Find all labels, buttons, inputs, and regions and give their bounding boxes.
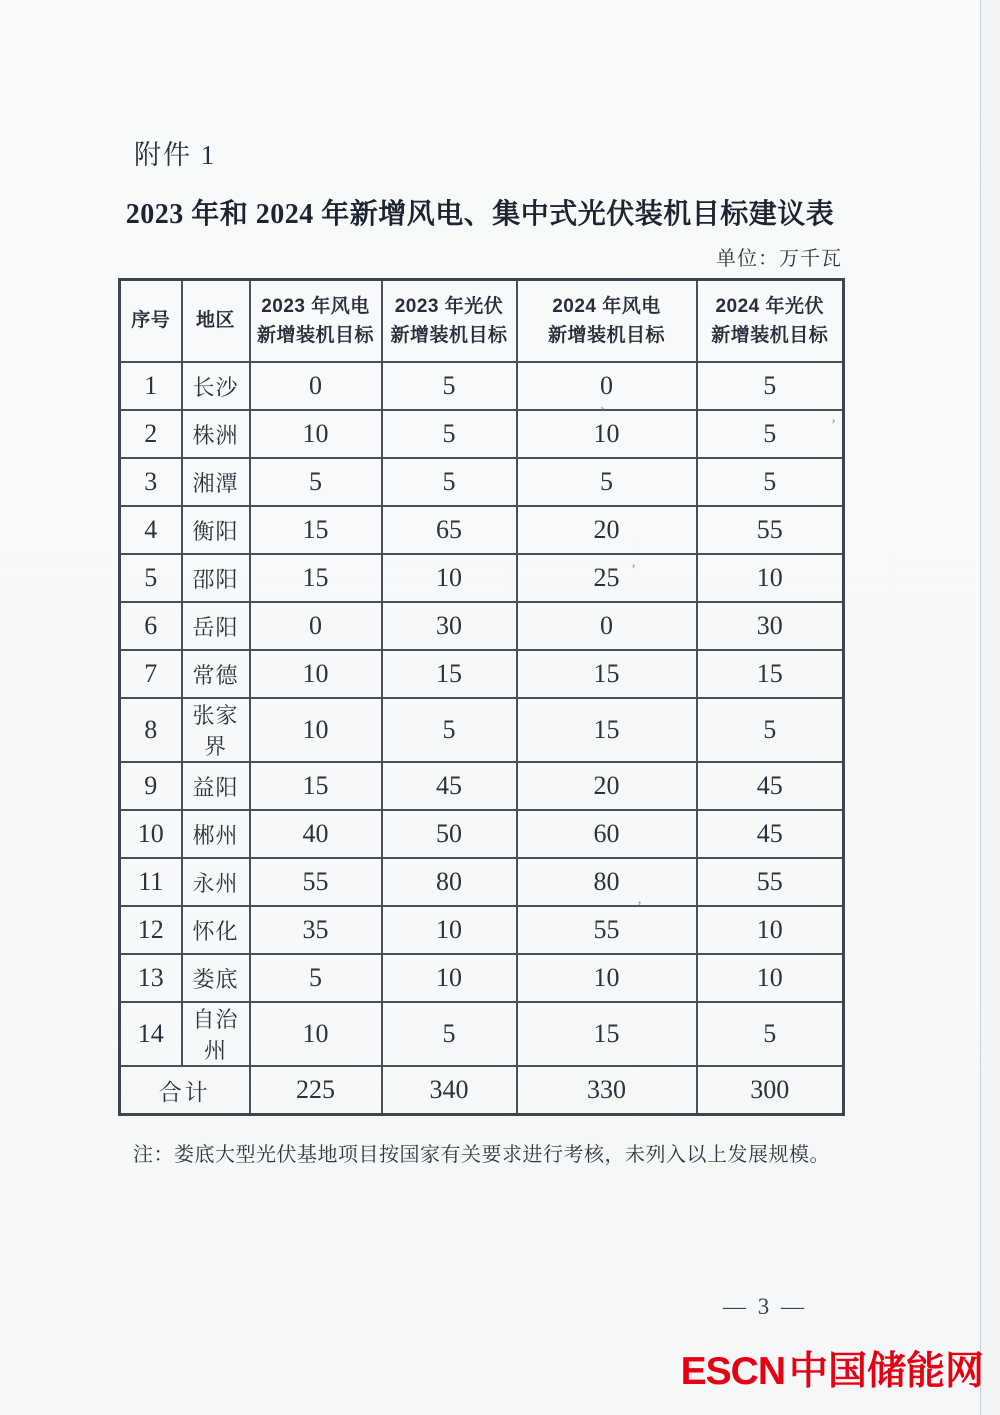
serial-cell: 3 [120,458,182,506]
value-cell: 20 [517,762,697,810]
total-2023-wind: 225 [250,1066,382,1115]
table-row [120,954,844,1002]
value-cell: 10 [250,650,382,698]
total-row [120,1066,844,1115]
value-cell: 10 [382,554,517,602]
value-cell: 15 [250,762,382,810]
region-cell: 长沙 [182,362,250,410]
footnote: 注：娄底大型光伏基地项目按国家有关要求进行考核，未列入以上发展规模。 [133,1144,830,1166]
value-cell: 30 [697,602,844,650]
table-row [120,410,844,458]
escn-watermark-chinese: 中国储能网 [788,1350,984,1393]
serial-cell: 4 [120,506,182,554]
region-cell: 娄底 [182,954,250,1002]
table-row [120,762,844,810]
serial-cell: 11 [120,858,182,906]
region-cell: 邵阳 [182,554,250,602]
table-row [120,906,844,954]
value-cell: 5 [382,1002,517,1066]
value-cell: 5 [382,410,517,458]
serial-cell: 6 [120,602,182,650]
value-cell: 55 [697,506,844,554]
value-cell: 5 [697,410,844,458]
value-cell: 15 [517,1002,697,1066]
value-cell: 45 [697,762,844,810]
value-cell: 45 [697,810,844,858]
header-line2: 新增装机目标 [547,325,665,346]
value-cell: 10 [250,410,382,458]
header-line2: 新增装机目标 [256,325,374,346]
attachment-label: 附件 1 [134,140,217,170]
scan-page-edge [980,0,1000,1415]
region-cell: 益阳 [182,762,250,810]
page-number: — 3 — [723,1294,807,1319]
value-cell: 50 [382,810,517,858]
serial-cell: 7 [120,650,182,698]
value-cell: 5 [517,458,697,506]
table-row [120,458,844,506]
value-cell: 80 [517,858,697,906]
header-line2: 新增装机目标 [390,325,508,346]
value-cell: 55 [517,906,697,954]
scan-artifact: 、 [600,397,616,413]
table-row [120,506,844,554]
region-cell: 衡阳 [182,506,250,554]
table-row [120,698,844,762]
header-serial: 序号 [120,280,182,363]
header-2023-solar [382,280,517,363]
value-cell: 5 [382,362,517,410]
total-2024-solar: 300 [697,1066,844,1115]
escn-watermark-latin: ESCN [680,1350,785,1393]
table-footer [120,1066,844,1115]
region-cell: 株洲 [182,410,250,458]
header-2024-wind [517,280,697,363]
region-cell: 郴州 [182,810,250,858]
value-cell: 80 [382,858,517,906]
scan-artifact: ’ [831,417,836,433]
value-cell: 0 [250,602,382,650]
total-2024-wind: 330 [517,1066,697,1115]
region-cell: 张家界 [182,698,250,762]
header-line1: 2023 年风电 [261,295,370,317]
value-cell: 10 [250,698,382,762]
targets-table [118,278,845,1116]
table-body [120,362,844,1066]
value-cell: 25 [517,554,697,602]
value-cell: 0 [517,362,697,410]
header-region: 地区 [182,280,250,363]
value-cell: 5 [697,1002,844,1066]
header-line2: 新增装机目标 [711,325,829,346]
table-row [120,810,844,858]
escn-watermark [681,1352,984,1391]
serial-cell: 2 [120,410,182,458]
value-cell: 15 [697,650,844,698]
serial-cell: 8 [120,698,182,762]
header-line1: 2024 年光伏 [715,295,825,317]
value-cell: 15 [382,650,517,698]
value-cell: 40 [250,810,382,858]
serial-cell: 1 [120,362,182,410]
region-cell: 湘潭 [182,458,250,506]
header-2024-solar [697,280,844,363]
value-cell: 10 [250,1002,382,1066]
header-line1: 2024 年风电 [552,295,661,317]
table-row [120,554,844,602]
value-cell: 35 [250,906,382,954]
region-cell: 岳阳 [182,602,250,650]
region-cell: 永州 [182,858,250,906]
value-cell: 10 [697,906,844,954]
serial-cell: 12 [120,906,182,954]
value-cell: 55 [697,858,844,906]
value-cell: 10 [517,410,697,458]
serial-cell: 5 [120,554,182,602]
value-cell: 45 [382,762,517,810]
table-row [120,1002,844,1066]
scan-artifact: ’ [631,562,636,578]
value-cell: 0 [250,362,382,410]
value-cell: 10 [697,954,844,1002]
value-cell: 55 [250,858,382,906]
region-cell: 常德 [182,650,250,698]
value-cell: 0 [517,602,697,650]
value-cell: 30 [382,602,517,650]
value-cell: 5 [697,458,844,506]
table-row [120,602,844,650]
value-cell: 65 [382,506,517,554]
serial-cell: 9 [120,762,182,810]
value-cell: 5 [697,362,844,410]
total-2023-solar: 340 [382,1066,517,1115]
value-cell: 5 [697,698,844,762]
value-cell: 10 [697,554,844,602]
region-cell: 自治州 [182,1002,250,1066]
serial-cell: 14 [120,1002,182,1066]
page-title: 2023 年和 2024 年新增风电、集中式光伏装机目标建议表 [125,199,835,230]
serial-cell: 13 [120,954,182,1002]
value-cell: 10 [382,954,517,1002]
header-line1: 2023 年光伏 [394,295,504,317]
table-row [120,858,844,906]
value-cell: 15 [517,698,697,762]
header-row [120,280,844,363]
value-cell: 60 [517,810,697,858]
scan-artifact: ’ [637,899,642,915]
value-cell: 15 [250,554,382,602]
unit-label: 单位：万千瓦 [716,248,842,270]
table-row [120,362,844,410]
value-cell: 5 [250,954,382,1002]
value-cell: 5 [382,458,517,506]
table-row [120,650,844,698]
value-cell: 10 [517,954,697,1002]
value-cell: 10 [382,906,517,954]
serial-cell: 10 [120,810,182,858]
total-label: 合计 [120,1066,250,1115]
value-cell: 5 [250,458,382,506]
value-cell: 20 [517,506,697,554]
header-2023-wind [250,280,382,363]
value-cell: 15 [250,506,382,554]
value-cell: 5 [382,698,517,762]
region-cell: 怀化 [182,906,250,954]
value-cell: 15 [517,650,697,698]
table-header [120,280,844,363]
